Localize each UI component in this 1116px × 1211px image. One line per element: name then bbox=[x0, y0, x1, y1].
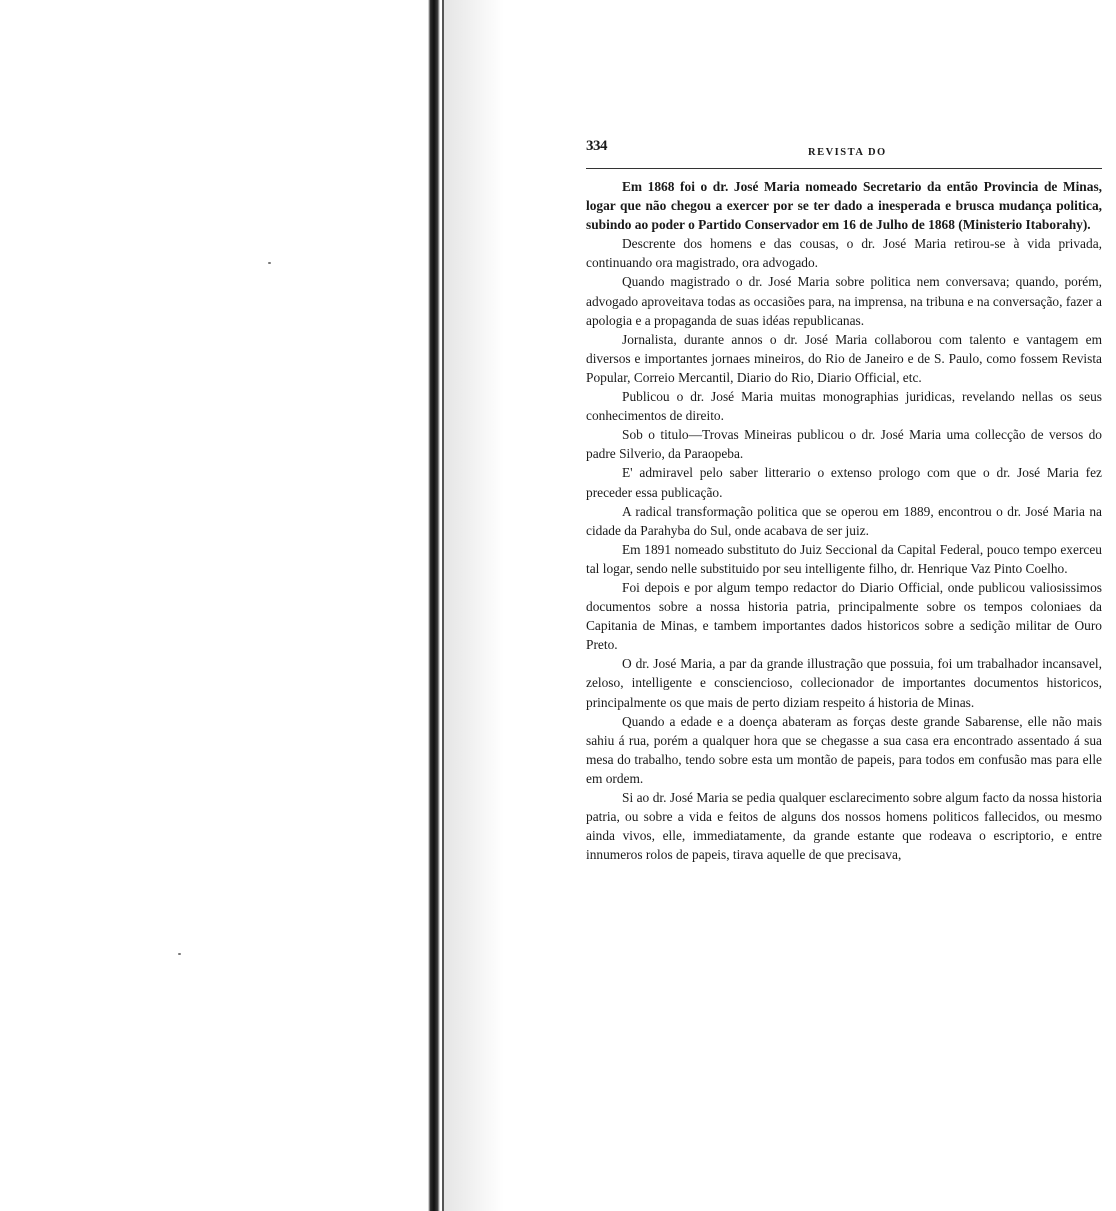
article-body bbox=[586, 177, 1102, 864]
paragraph: Foi depois e por algum tempo redactor do Diario Official, onde publicou valiosissimos documentos sobre a nossa historia patria, principalmente sobre os tempos coloniaes da Capitania de Minas, e tambem importantes dados historicos sobre a sedição militar de Ouro Preto. bbox=[586, 579, 1102, 653]
paragraph: Descrente dos homens e das cousas, o dr. José Maria retirou-se à vida privada, continuando ora magistrado, ora advogado. bbox=[586, 236, 1102, 271]
paragraph: E' admiravel pelo saber litterario o extenso prologo com que o dr. José Maria fez preceder essa publicação. bbox=[586, 465, 1102, 500]
gutter-fold bbox=[428, 0, 440, 1211]
paper-speck bbox=[178, 953, 181, 955]
paragraph: Em 1868 foi o dr. José Maria nomeado Secretario da então Provincia de Minas, logar que não chegou a exercer por se ter dado a inesperada e brusca mudança politica, subindo ao poder o Partido Conservador em 16 de Julho de 1868 (Ministerio Itaborahy). bbox=[586, 179, 1102, 233]
paragraph: Jornalista, durante annos o dr. José Maria collaborou com talento e vantagem em diversos e importantes jornaes mineiros, do Rio de Janeiro e de S. Paulo, como fossem Revista Popular, Correio Mercantil, Diario do Rio, Diario Official, etc. bbox=[586, 331, 1102, 385]
paragraph: Em 1891 nomeado substituto do Juiz Seccional da Capital Federal, pouco tempo exerceu tal logar, sendo nelle substituido por seu intelligente filho, dr. Henrique Vaz Pinto Coelho. bbox=[586, 541, 1102, 576]
paragraph: A radical transformação politica que se operou em 1889, encontrou o dr. José Maria na cidade da Parahyba do Sul, onde acabava de ser juiz. bbox=[586, 503, 1102, 538]
paragraph: Si ao dr. José Maria se pedia qualquer esclarecimento sobre algum facto da nossa historia patria, ou sobre a vida e feitos de alguns dos nossos homens politicos fallecidos, ou mesmo ainda vivos, elle, immediatamente, da grande estante que rodeava o escriptorio, e entre innumeros rolos de papeis, tirava aquelle de que precisava, bbox=[586, 790, 1102, 863]
gutter-shadow bbox=[444, 0, 504, 1211]
paragraph: Publicou o dr. José Maria muitas monographias juridicas, revelando nellas os seus conhecimentos de direito. bbox=[586, 389, 1102, 424]
paragraph: Quando a edade e a doença abateram as forças deste grande Sabarense, elle não mais sahiu á rua, porém a qualquer hora que se chegasse a sua casa era encontrado assentado á sua mesa do trabalho, tendo sobre esta um montão de papeis, para todos em confusão mas para elle em ordem. bbox=[586, 713, 1102, 786]
paper-speck bbox=[268, 262, 271, 264]
book-page bbox=[586, 138, 1102, 864]
header-rule bbox=[586, 168, 1102, 169]
page-number: 334 bbox=[586, 138, 607, 154]
paragraph: Sob o titulo—Trovas Mineiras publicou o dr. José Maria uma collecção de versos do padre Silverio, da Paraopeba. bbox=[586, 427, 1102, 462]
paragraph: Quando magistrado o dr. José Maria sobre politica nem conversava; quando, porém, advogado aproveitava todas as occasiões para, na imprensa, na tribuna e na conversação, fazer a apologia e a propaganda de suas idéas republicanas. bbox=[586, 274, 1102, 328]
paragraph: O dr. José Maria, a par da grande illustração que possuia, foi um trabalhador incansavel, zeloso, intelligente e consciencioso, collecionador de importantes documentos historicos, principalmente os que mais de perto diziam respeito á historia de Minas. bbox=[586, 656, 1102, 710]
running-title: REVISTA DO bbox=[808, 147, 887, 158]
page-header bbox=[586, 138, 1102, 158]
